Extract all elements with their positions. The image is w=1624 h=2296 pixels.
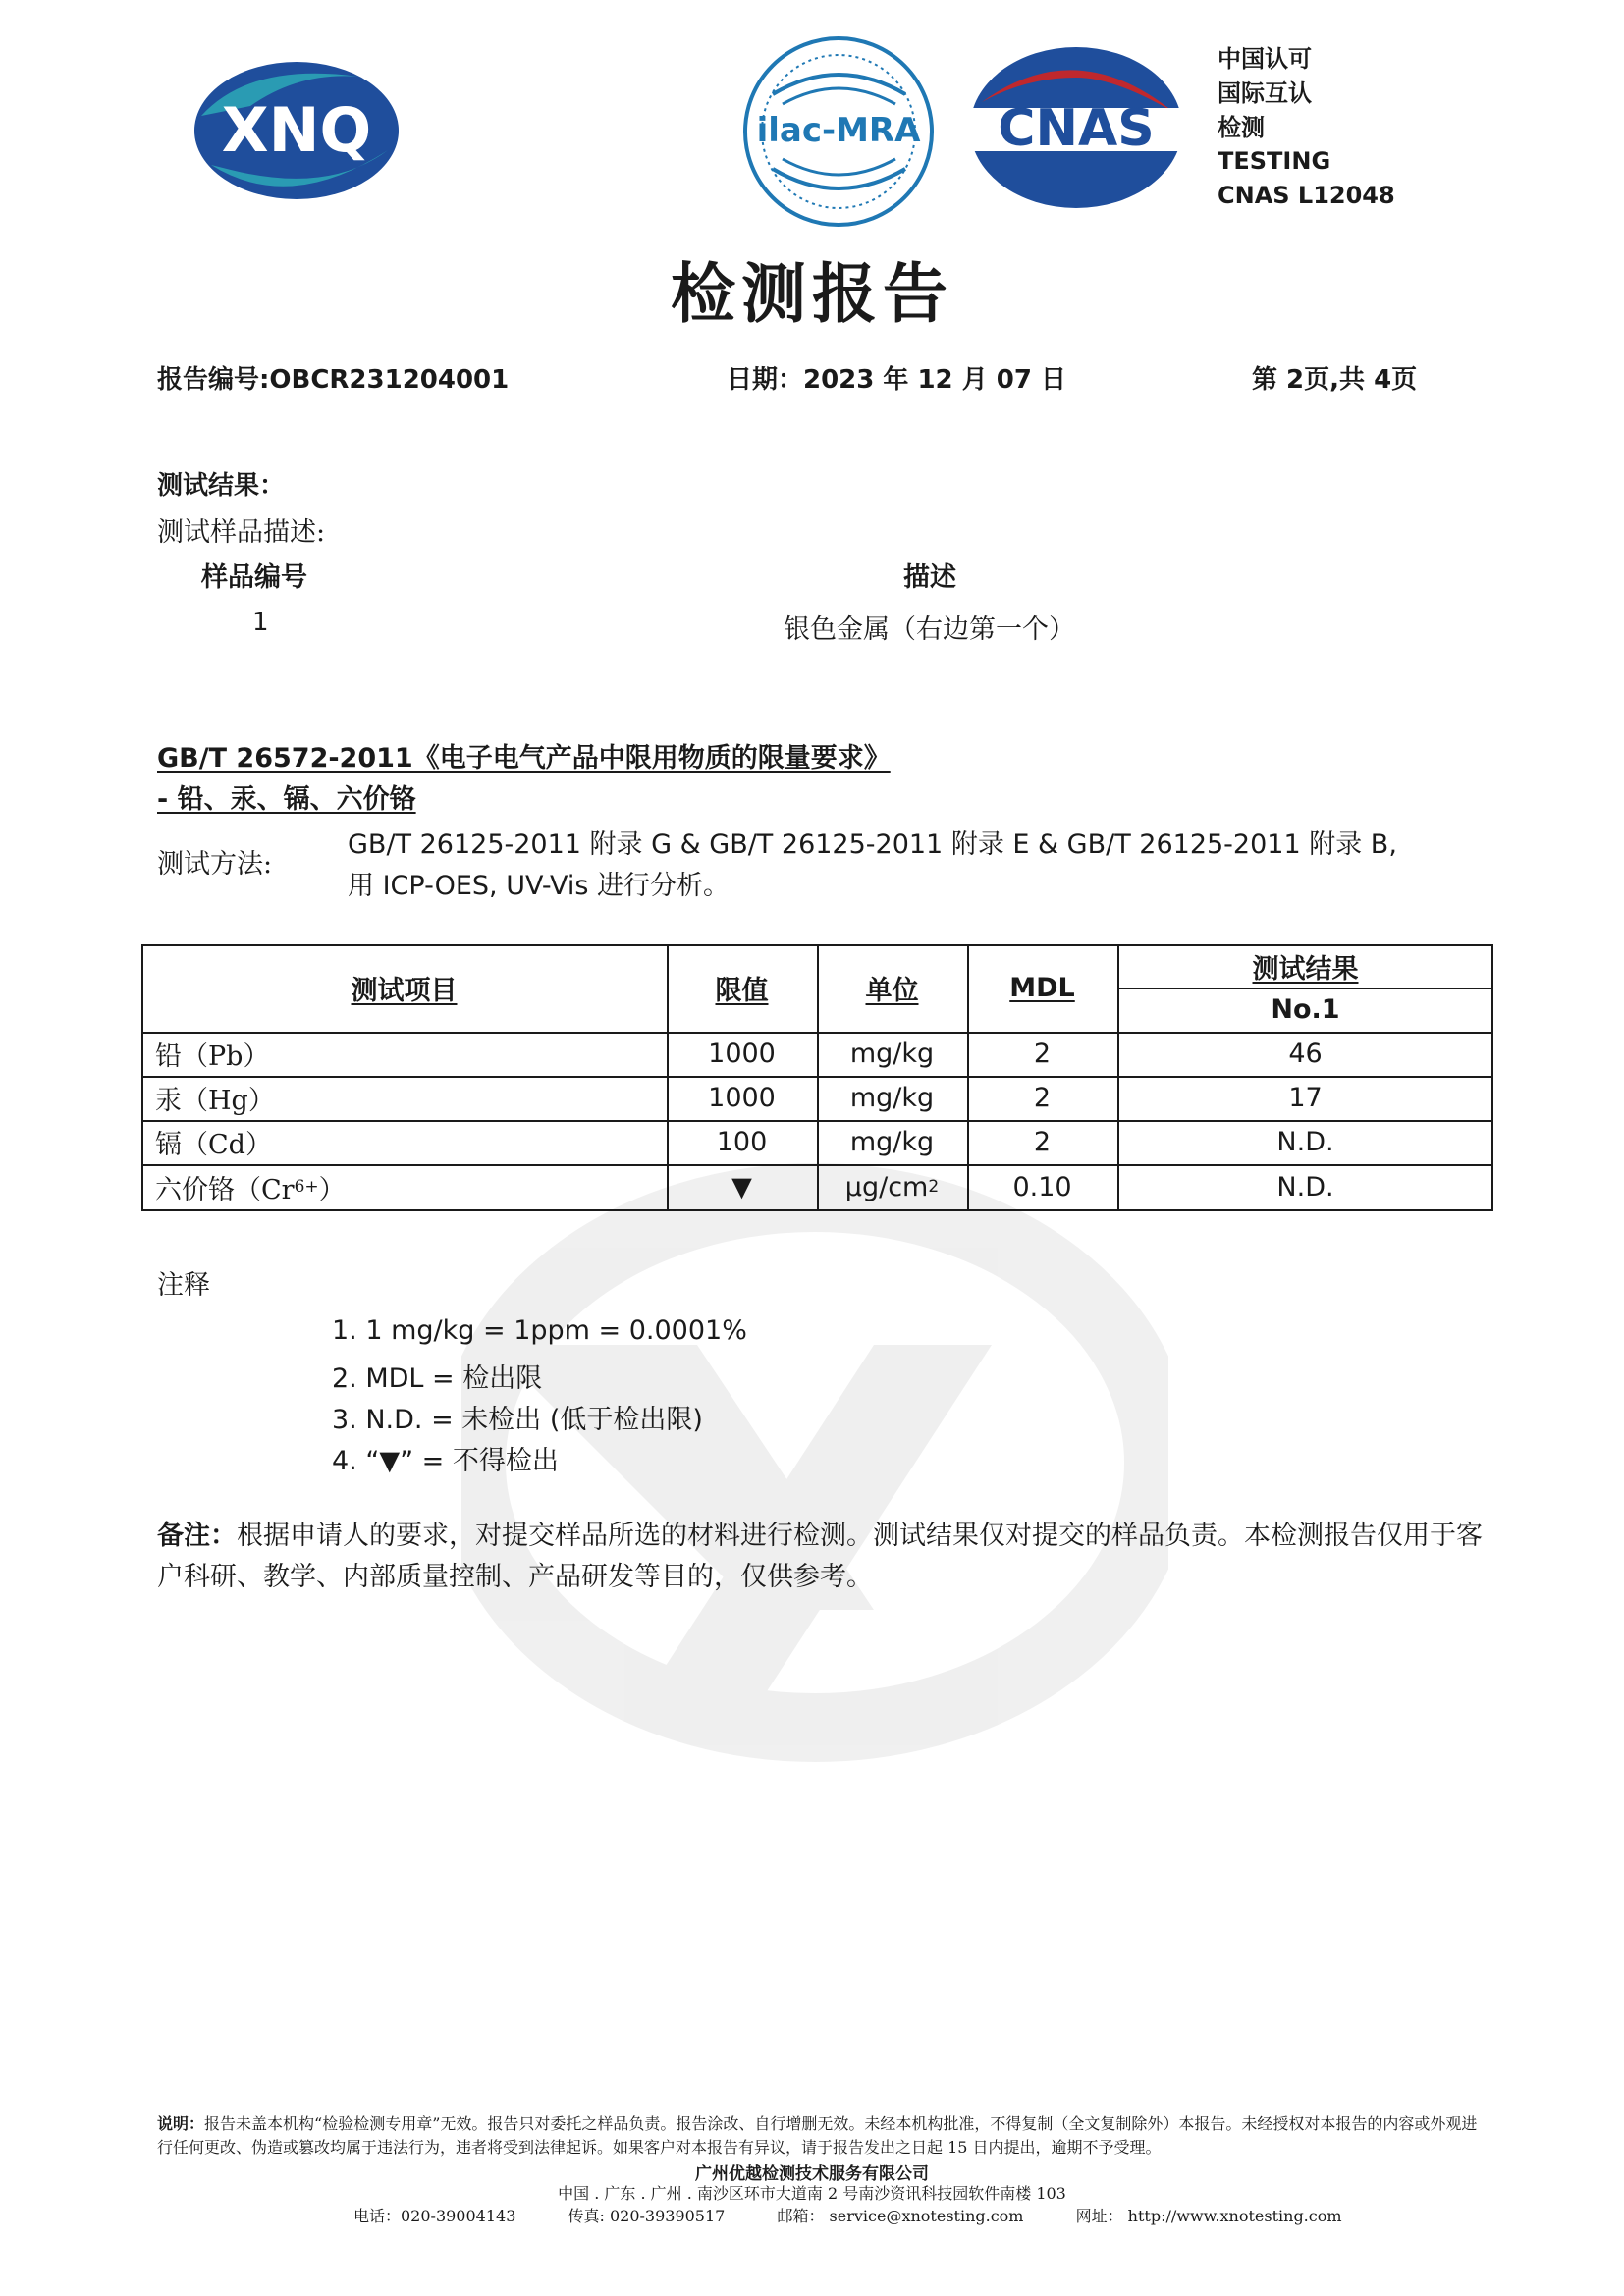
table-cell-limit: 100 [716, 1127, 768, 1157]
table-cell-limit: ▼ [731, 1171, 752, 1202]
table-cell-result: 17 [1288, 1083, 1323, 1113]
standard-title: GB/T 26572-2011《电子电气产品中限用物质的限量要求》 [157, 743, 891, 774]
method-label: 测试方法: [157, 849, 273, 880]
sample-no-value: 1 [252, 608, 269, 637]
table-cell-mdl: 2 [1033, 1083, 1052, 1113]
table-cell-mdl: 0.10 [1012, 1171, 1072, 1202]
disclaimer-label: 说明： [157, 2114, 205, 2133]
footer-company: 广州优越检测技术服务有限公司 [695, 2164, 929, 2184]
footer-phone: 电话：020-39004143 [353, 2207, 516, 2225]
cnas-logo [967, 43, 1185, 212]
sample-desc-label: 测试样品描述: [157, 517, 326, 548]
footer-fax: 传真: 020-39390517 [568, 2207, 726, 2225]
cnas-accreditation-text [1218, 41, 1395, 213]
footer-disclaimer [157, 2112, 1483, 2160]
item-prefix: 六价铬（Cr [155, 1174, 295, 1205]
footer-address: 中国 . 广东 . 广州 . 南沙区环市大道南 2 号南沙资讯科技园软件南楼 103 [558, 2184, 1066, 2203]
table-cell-result: N.D. [1276, 1127, 1334, 1157]
cnas-line: TESTING [1218, 147, 1331, 175]
notes-label: 注释 [157, 1270, 210, 1301]
method-text-line: GB/T 26125-2011 附录 G & GB/T 26125-2011 附录 E & GB/T 26125-2011 附录 B, [348, 829, 1397, 860]
table-cell-item [141, 1164, 667, 1209]
table-cell-unit: mg/kg [849, 1083, 935, 1113]
table-cell-item: 镉（Cd） [155, 1130, 272, 1160]
table-cell-unit [817, 1164, 967, 1209]
cnas-line: 中国认可 [1218, 44, 1312, 73]
results-heading: 测试结果： [157, 471, 286, 501]
ilac-logo-text: ilac-MRA [756, 111, 921, 150]
header-cell-mdl: MDL [1009, 973, 1075, 1003]
report-title: 检测报告 [671, 255, 953, 332]
header-cell-item: 测试项目 [351, 976, 458, 1006]
table-cell-item: 铅（Pb） [155, 1041, 270, 1072]
footer-website[interactable]: 网址： http://www.xnotesting.com [1075, 2207, 1342, 2225]
report-number: 报告编号:OBCR231204001 [157, 365, 510, 395]
note-item: 1. 1 mg/kg = 1ppm = 0.0001% [332, 1315, 747, 1346]
remark [157, 1516, 1483, 1598]
item-suffix: ） [318, 1174, 346, 1205]
unit-superscript: 2 [928, 1177, 940, 1197]
table-cell-unit: mg/kg [849, 1039, 935, 1069]
remark-label: 备注： [157, 1521, 237, 1551]
footer-contact [353, 2204, 1389, 2226]
table-cell-limit: 1000 [708, 1083, 776, 1113]
table-cell-result: N.D. [1276, 1171, 1334, 1202]
header-cell-limit: 限值 [715, 976, 769, 1006]
xno-logo [191, 57, 403, 204]
cnas-logo-text: CNAS [998, 99, 1155, 158]
standard-subtitle: - 铅、汞、镉、六价铬 [157, 784, 416, 815]
page-indicator: 第 2页,共 4页 [1252, 365, 1418, 395]
remark-text: 根据申请人的要求，对提交样品所选的材料进行检测。测试结果仅对提交的样品负责。本检测报告仅用于客户科研、教学、内部质量控制、产品研发等目的，仅供参考。 [157, 1521, 1483, 1592]
report-date: 日期：2023 年 12 月 07 日 [727, 365, 1066, 395]
table-cell-limit: 1000 [708, 1039, 776, 1069]
disclaimer-text: 报告未盖本机构“检验检测专用章”无效。报告只对委托之样品负责。报告涂改、自行增删无效。未经本机构批准，不得复制（全文复制除外）本报告。未经授权对本报告的内容或外观进行任何更改、伪造或篡改均属于违法行为，违者将受到法律起诉。如果客户对本报告有异议，请于报告发出之日起 15 日内提出，逾期不予受理。 [157, 2114, 1478, 2157]
table-cell-mdl: 2 [1033, 1127, 1052, 1157]
xno-logo-text: XNQ [221, 94, 372, 166]
table-cell-result: 46 [1288, 1039, 1323, 1069]
method-text-line: 用 ICP-OES, UV-Vis 进行分析。 [348, 871, 731, 901]
cnas-line: 国际互认 [1218, 79, 1312, 107]
sample-desc-value: 银色金属（右边第一个） [784, 614, 1075, 645]
footer-email: 邮箱： service@xnotesting.com [777, 2207, 1024, 2225]
unit-base: µg/cm [844, 1171, 929, 1202]
table-cell-unit: mg/kg [849, 1127, 935, 1157]
header-cell-no1: No.1 [1271, 994, 1340, 1025]
results-table [141, 944, 1493, 1211]
table-cell-item: 汞（Hg） [155, 1086, 275, 1116]
cnas-line: 检测 [1218, 113, 1265, 141]
header-cell-unit: 单位 [865, 976, 919, 1006]
note-item: 2. MDL = 检出限 [332, 1363, 543, 1394]
note-item: 3. N.D. = 未检出 (低于检出限) [332, 1405, 703, 1435]
ilac-mra-logo [738, 35, 940, 228]
note-item: 4. “▼” = 不得检出 [332, 1446, 559, 1476]
table-cell-mdl: 2 [1033, 1039, 1052, 1069]
cnas-line: CNAS L12048 [1218, 182, 1395, 209]
header-cell-result: 测试结果 [1252, 953, 1359, 985]
desc-header: 描述 [903, 562, 956, 593]
item-superscript: 6+ [294, 1177, 319, 1197]
sample-no-header: 样品编号 [201, 562, 307, 593]
